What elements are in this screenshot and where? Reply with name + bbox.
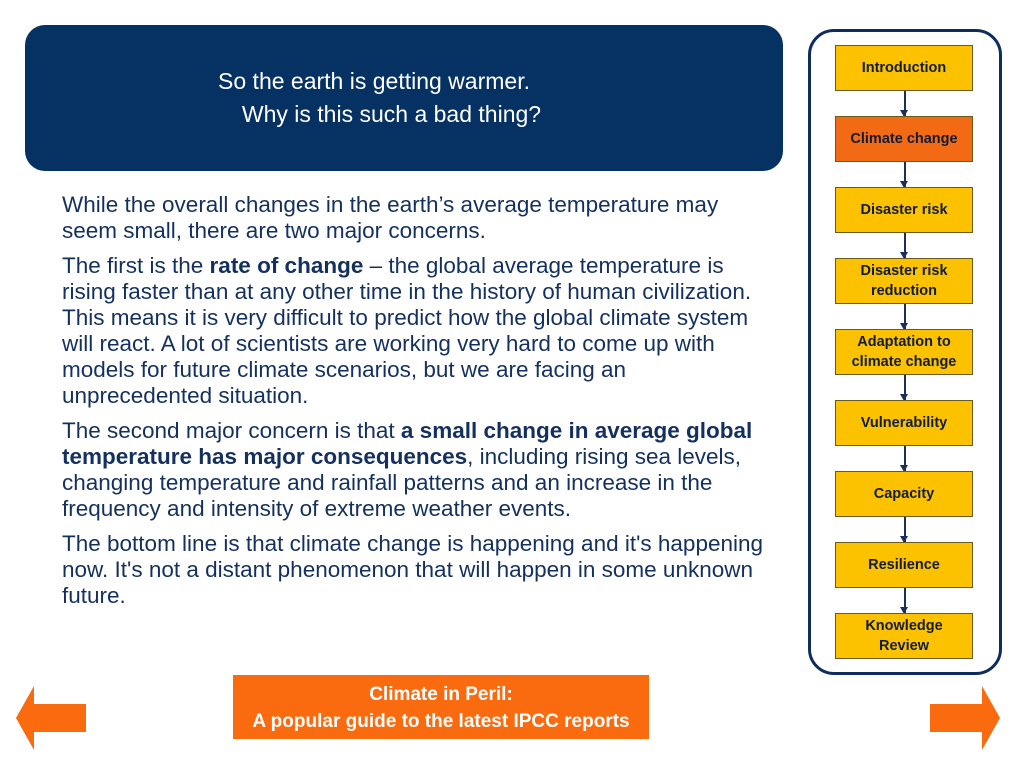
nav-connector xyxy=(904,91,906,116)
nav-item-capacity[interactable]: Capacity xyxy=(835,471,973,517)
nav-connector xyxy=(904,588,906,613)
paragraph-2-intro: The first is the xyxy=(62,253,210,278)
arrow-right-icon xyxy=(928,686,1000,750)
nav-item-knowledge-review[interactable]: Knowledge Review xyxy=(835,613,973,659)
nav-item-climate-change[interactable]: Climate change xyxy=(835,116,973,162)
source-banner xyxy=(233,675,649,739)
previous-button[interactable] xyxy=(16,686,88,750)
nav-connector xyxy=(904,446,906,471)
next-button[interactable] xyxy=(928,686,1000,750)
nav-connector xyxy=(904,233,906,258)
nav-connector xyxy=(904,375,906,400)
paragraph-2-rest: – the global average temperature is rising faster than at any other time in the history of human civilization. This means it is very difficult to predict how the global climate system will react. A lot of scientists are working very hard to come up with models for future climate scenarios, but we are facing an unprecedented situation. xyxy=(62,253,752,408)
paragraph-3 xyxy=(62,418,774,522)
nav-item-resilience[interactable]: Resilience xyxy=(835,542,973,588)
arrow-left-icon xyxy=(16,686,88,750)
nav-item-adaptation[interactable]: Adaptation to climate change xyxy=(835,329,973,375)
slide-title-banner xyxy=(25,25,783,171)
source-banner-line-2: A popular guide to the latest IPCC reports xyxy=(252,711,630,732)
paragraph-3-intro: The second major concern is that xyxy=(62,418,401,443)
source-banner-line-1: Climate in Peril: xyxy=(369,684,513,705)
nav-item-vulnerability[interactable]: Vulnerability xyxy=(835,400,973,446)
paragraph-3-rest: , including rising sea levels, changing temperature and rainfall patterns and an increase in the frequency and intensity of extreme weather events. xyxy=(62,444,742,521)
nav-item-disaster-risk-reduction[interactable]: Disaster risk reduction xyxy=(835,258,973,304)
nav-connector xyxy=(904,517,906,542)
body-text xyxy=(62,192,774,618)
paragraph-4: The bottom line is that climate change is happening and it's happening now. It's not a distant phenomenon that will happen in some unknown future. xyxy=(62,531,764,608)
nav-connector xyxy=(904,304,906,329)
paragraph-3-emphasis: a small change in average global temperature has major consequences xyxy=(62,418,753,469)
nav-item-disaster-risk[interactable]: Disaster risk xyxy=(835,187,973,233)
paragraph-2 xyxy=(62,253,774,409)
title-line-2: Why is this such a bad thing? xyxy=(241,101,542,127)
paragraph-1: While the overall changes in the earth’s average temperature may seem small, there are two major concerns. xyxy=(62,192,719,243)
nav-item-introduction[interactable]: Introduction xyxy=(835,45,973,91)
paragraph-2-emphasis: rate of change xyxy=(209,253,364,278)
title-line-1: So the earth is getting warmer. xyxy=(218,68,530,94)
nav-connector xyxy=(904,162,906,187)
